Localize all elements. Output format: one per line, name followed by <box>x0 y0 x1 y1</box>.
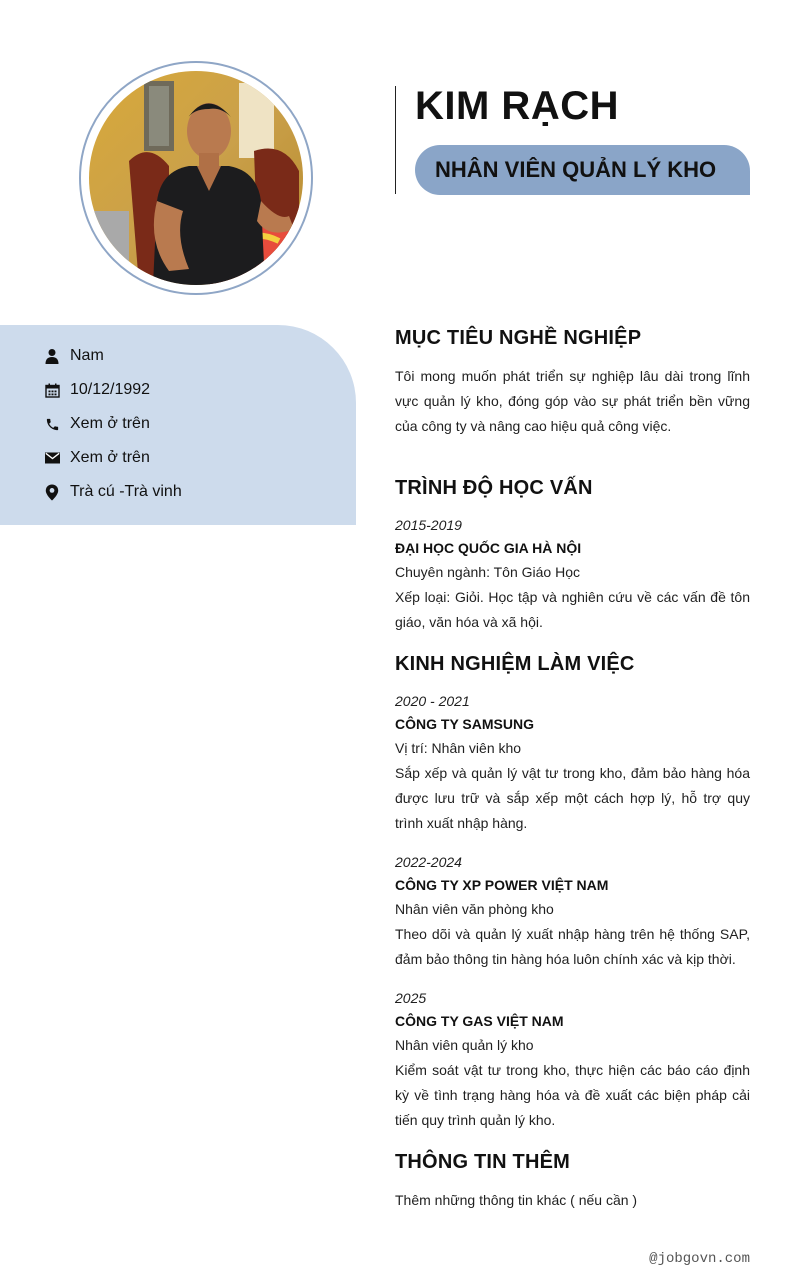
education-school: ĐẠI HỌC QUỐC GIA HÀ NỘI <box>395 540 582 556</box>
avatar <box>89 71 303 285</box>
experience-description: Kiểm soát vật tư trong kho, thực hiện các báo cáo định kỳ về tình trạng hàng hóa và đề xuất các biện pháp cải tiến quy trình quản lý kho. <box>395 1062 750 1128</box>
watermark: @jobgovn.com <box>649 1251 750 1267</box>
mail-icon <box>44 450 60 466</box>
contact-address-value: Trà cú -Trà vinh <box>70 483 182 500</box>
person-icon <box>44 348 60 364</box>
education-major: Chuyên ngành: Tôn Giáo Học <box>395 564 580 580</box>
experience-company: CÔNG TY GAS VIỆT NAM <box>395 1013 564 1029</box>
contact-phone <box>44 412 150 436</box>
contact-birthdate <box>44 378 150 402</box>
experience-period: 2022-2024 <box>395 854 462 870</box>
experience-company: CÔNG TY XP POWER VIỆT NAM <box>395 877 609 893</box>
experience-description: Sắp xếp và quản lý vật tư trong kho, đảm bảo hàng hóa được lưu trữ và sắp xếp một cách hợp lý, hỗ trợ quy trình xuất nhập hàng. <box>395 765 750 831</box>
phone-icon <box>44 416 60 432</box>
experience-description: Theo dõi và quản lý xuất nhập hàng trên hệ thống SAP, đảm bảo thông tin hàng hóa luôn chính xác và kịp thời. <box>395 926 750 967</box>
experience-title: KINH NGHIỆM LÀM VIỆC <box>395 653 635 675</box>
contact-email-value: Xem ở trên <box>70 449 150 466</box>
header-divider <box>395 86 396 194</box>
experience-role: Nhân viên văn phòng kho <box>395 901 554 917</box>
contact-birthdate-value: 10/12/1992 <box>70 381 151 398</box>
candidate-name: KIM RẠCH <box>415 84 619 128</box>
education-period: 2015-2019 <box>395 517 462 533</box>
objective-text: Tôi mong muốn phát triển sự nghiệp lâu dài trong lĩnh vực quản lý kho, đóng góp vào sự phát triển bền vững của công ty và nâng cao hiệu quả công việc. <box>395 368 750 434</box>
contact-gender-value: Nam <box>70 347 104 364</box>
additional-title: THÔNG TIN THÊM <box>395 1151 571 1173</box>
experience-role: Nhân viên quản lý kho <box>395 1037 534 1053</box>
location-icon <box>44 484 60 500</box>
contact-email <box>44 446 150 470</box>
position-banner <box>415 145 750 195</box>
objective-title: MỤC TIÊU NGHỀ NGHIỆP <box>395 327 642 349</box>
additional-text: Thêm những thông tin khác ( nếu cần ) <box>395 1192 638 1208</box>
education-title: TRÌNH ĐỘ HỌC VẤN <box>395 477 593 499</box>
contact-gender <box>44 344 104 368</box>
contact-phone-value: Xem ở trên <box>70 415 150 432</box>
contact-address <box>44 480 182 504</box>
experience-period: 2020 - 2021 <box>395 693 470 709</box>
experience-company: CÔNG TY SAMSUNG <box>395 716 534 732</box>
position-title: NHÂN VIÊN QUẢN LÝ KHO <box>435 157 717 182</box>
experience-role: Vị trí: Nhân viên kho <box>395 740 522 756</box>
calendar-icon <box>44 382 60 398</box>
education-detail: Xếp loại: Giỏi. Học tập và nghiên cứu về các vấn đề tôn giáo, văn hóa và xã hội. <box>395 589 750 630</box>
experience-period: 2025 <box>395 990 427 1006</box>
